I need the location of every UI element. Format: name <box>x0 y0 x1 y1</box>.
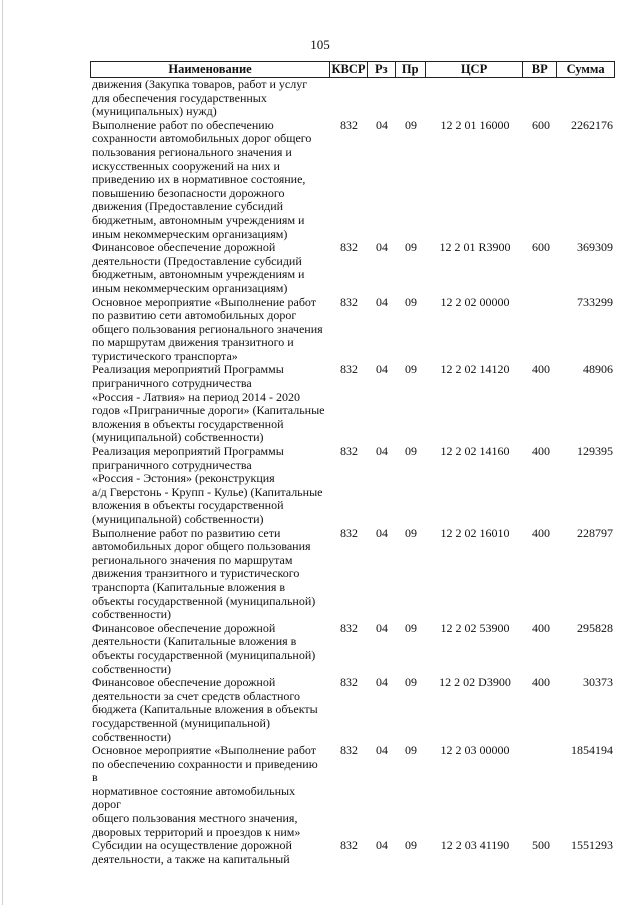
cell-name-line: вложения в объекты государственной <box>92 498 284 513</box>
cell-csr <box>426 78 524 119</box>
cell-sum: 1551293 <box>571 838 613 853</box>
cell-vr: 500 <box>532 838 550 853</box>
cell-pr: 09 <box>405 117 417 132</box>
cell-name-line: регионального значения по маршрутам <box>92 552 293 567</box>
cell-name-line: (муниципальной) собственности) <box>92 512 264 526</box>
table-row <box>90 527 615 622</box>
cell-name-line: Выполнение работ по обеспечению <box>92 117 274 132</box>
cell-sum: 30373 <box>583 675 613 690</box>
cell-csr: 12 2 01 R3900 <box>439 240 511 255</box>
cell-name-line: собственности) <box>92 661 172 676</box>
cell-kvsr: 832 <box>340 838 358 853</box>
cell-sum: 129395 <box>577 444 613 459</box>
cell-pr: 09 <box>405 620 417 635</box>
cell-name-line: движения (Закупка товаров, работ и услуг <box>92 77 308 91</box>
cell-vr: 600 <box>532 240 550 255</box>
cell-name <box>90 527 330 622</box>
cell-name-line: Реализация мероприятий Программы <box>92 444 284 459</box>
cell-rz: 04 <box>376 117 388 132</box>
cell-name <box>90 622 330 676</box>
cell-name-line: Выполнение работ по развитию сети <box>92 525 281 540</box>
cell-kvsr: 832 <box>340 294 358 309</box>
table-row <box>90 445 615 527</box>
cell-name <box>90 119 330 241</box>
cell-kvsr: 832 <box>340 743 358 758</box>
cell-name <box>90 363 330 445</box>
table-row <box>90 241 615 295</box>
cell-pr: 09 <box>405 743 417 758</box>
cell-csr: 12 2 02 D3900 <box>439 675 511 690</box>
page-number: 105 <box>310 37 330 52</box>
cell-sum: 369309 <box>577 240 613 255</box>
cell-name-line: Основное мероприятие «Выполнение работ <box>92 743 317 758</box>
cell-kvsr <box>330 78 368 119</box>
cell-name <box>90 296 330 364</box>
cell-name-line: Финансовое обеспечение дорожной <box>92 240 276 255</box>
table-row <box>90 78 615 119</box>
cell-rz: 04 <box>376 620 388 635</box>
cell-name-line: а/д Гверстонь - Крупп - Кулье) (Капитальные <box>92 484 323 499</box>
cell-name-line: государственной (муниципальной) <box>92 715 270 730</box>
cell-vr: 400 <box>532 675 550 690</box>
cell-name-line: (муниципальной) собственности) <box>92 430 264 445</box>
cell-csr: 12 2 01 16000 <box>440 117 510 132</box>
scan-edge-line <box>2 0 3 905</box>
cell-name-line: движения (Предоставление субсидий <box>92 199 284 214</box>
cell-name-line: по маршрутам движения транзитного и <box>92 335 294 350</box>
cell-pr: 09 <box>405 362 417 377</box>
cell-name-line: годов «Приграничные дороги» (Капитальные <box>92 403 325 418</box>
header-rz: Рз <box>368 62 396 77</box>
cell-name-line: по обеспечению сохранности и приведению в <box>92 756 318 785</box>
cell-name-line: собственности) <box>92 607 172 622</box>
cell-csr: 12 2 02 16010 <box>440 525 510 540</box>
cell-name-line: по развитию сети автомобильных дорог <box>92 308 297 323</box>
cell-name-line: транспорта (Капитальные вложения в <box>92 579 286 594</box>
table-row <box>90 676 615 744</box>
cell-name-line: бюджетным, автономным учреждениям и <box>92 267 305 282</box>
cell-pr: 09 <box>405 240 417 255</box>
cell-csr: 12 2 02 00000 <box>440 294 510 309</box>
table-row <box>90 744 615 839</box>
cell-name <box>90 78 330 119</box>
cell-name-line: иным некоммерческим организациям) <box>92 226 288 241</box>
cell-name-line: объекты государственной (муниципальной) <box>92 647 316 662</box>
cell-pr <box>396 78 426 119</box>
cell-name-line: движения транзитного и туристического <box>92 566 300 581</box>
cell-vr: 600 <box>532 117 550 132</box>
cell-pr: 09 <box>405 294 417 309</box>
cell-name-line: приведению их в нормативное состояние, <box>92 172 306 187</box>
budget-table <box>90 61 615 866</box>
cell-name-line: «Россия - Латвия» на период 2014 - 2020 <box>92 389 300 404</box>
cell-rz: 04 <box>376 240 388 255</box>
cell-name-line: деятельности (Капитальные вложения в <box>92 634 297 649</box>
cell-name-line: Субсидии на осуществление дорожной <box>92 838 292 853</box>
cell-sum: 1854194 <box>571 743 613 758</box>
table-row <box>90 363 615 445</box>
cell-name-line: туристического транспорта» <box>92 348 238 363</box>
table-header <box>90 61 615 78</box>
cell-kvsr: 832 <box>340 117 358 132</box>
cell-csr: 12 2 02 53900 <box>440 620 510 635</box>
cell-name-line: Основное мероприятие «Выполнение работ <box>92 294 317 309</box>
cell-name-line: для обеспечения государственных <box>92 90 267 105</box>
header-csr: ЦСР <box>426 62 524 77</box>
cell-name-line: иным некоммерческим организациям) <box>92 280 288 295</box>
cell-name <box>90 241 330 295</box>
cell-rz: 04 <box>376 444 388 459</box>
cell-rz: 04 <box>376 525 388 540</box>
cell-sum: 48906 <box>583 362 613 377</box>
cell-name-line: вложения в объекты государственной <box>92 416 284 431</box>
cell-name <box>90 445 330 527</box>
cell-name-line: Реализация мероприятий Программы <box>92 362 284 377</box>
cell-name-line: дворовых территорий и проездов к ним» <box>92 824 301 839</box>
cell-csr: 12 2 02 14160 <box>440 444 510 459</box>
cell-name-line: пользования регионального значения и <box>92 144 292 159</box>
header-sum: Сумма <box>566 62 605 76</box>
cell-name-line: Финансовое обеспечение дорожной <box>92 620 276 635</box>
cell-kvsr: 832 <box>340 240 358 255</box>
cell-sum <box>558 78 615 119</box>
cell-vr: 400 <box>532 362 550 377</box>
cell-name-line: нормативное состояние автомобильных дорог <box>92 783 296 812</box>
cell-pr: 09 <box>405 838 417 853</box>
cell-sum: 295828 <box>577 620 613 635</box>
cell-name-line: деятельности (Предоставление субсидий <box>92 253 302 268</box>
header-kvsr: КВСР <box>330 62 368 77</box>
cell-pr: 09 <box>405 675 417 690</box>
cell-name-line: объекты государственной (муниципальной) <box>92 593 316 608</box>
cell-name-line: «Россия - Эстония» (реконструкция <box>92 471 275 486</box>
cell-sum: 2262176 <box>571 117 613 132</box>
cell-vr: 400 <box>532 444 550 459</box>
cell-name-line: деятельности, а также на капитальный <box>92 851 290 866</box>
cell-csr: 12 2 03 41190 <box>440 838 510 853</box>
cell-kvsr: 832 <box>340 362 358 377</box>
cell-sum: 733299 <box>577 294 613 309</box>
cell-name-line: приграничного сотрудничества <box>92 376 252 391</box>
cell-kvsr: 832 <box>340 675 358 690</box>
cell-rz: 04 <box>376 743 388 758</box>
cell-csr: 12 2 03 00000 <box>440 743 510 758</box>
cell-rz <box>368 78 396 119</box>
cell-rz: 04 <box>376 675 388 690</box>
cell-kvsr: 832 <box>340 525 358 540</box>
cell-name-line: общего пользования местного значения, <box>92 811 298 826</box>
cell-name-line: собственности) <box>92 729 172 744</box>
cell-name <box>90 676 330 744</box>
cell-kvsr: 832 <box>340 620 358 635</box>
cell-vr <box>524 744 558 839</box>
cell-name <box>90 839 330 866</box>
cell-name-line: Финансовое обеспечение дорожной <box>92 675 276 690</box>
cell-vr: 400 <box>532 620 550 635</box>
cell-kvsr: 832 <box>340 444 358 459</box>
table-row <box>90 622 615 676</box>
cell-rz: 04 <box>376 838 388 853</box>
cell-pr: 09 <box>405 444 417 459</box>
cell-name <box>90 744 330 839</box>
cell-rz: 04 <box>376 294 388 309</box>
header-pr: Пр <box>396 62 426 77</box>
cell-csr: 12 2 02 14120 <box>440 362 510 377</box>
cell-name-line: приграничного сотрудничества <box>92 457 252 472</box>
table-row <box>90 296 615 364</box>
header-name: Наименование <box>91 62 330 77</box>
cell-vr <box>524 78 558 119</box>
cell-name-line: автомобильных дорог общего пользования <box>92 539 311 554</box>
cell-vr: 400 <box>532 525 550 540</box>
cell-name-line: повышению безопасности дорожного <box>92 185 285 200</box>
cell-rz: 04 <box>376 362 388 377</box>
cell-name-line: общего пользования регионального значения <box>92 321 323 336</box>
table-row <box>90 119 615 241</box>
cell-name-line: (муниципальных) нужд) <box>92 104 217 119</box>
cell-vr <box>524 296 558 364</box>
cell-name-line: искусственных сооружений на них и <box>92 158 280 173</box>
cell-name-line: сохранности автомобильных дорог общего <box>92 131 312 146</box>
cell-pr: 09 <box>405 525 417 540</box>
table-body <box>90 78 615 866</box>
header-vr: ВР <box>523 62 557 77</box>
cell-name-line: бюджетным, автономным учреждениям и <box>92 212 305 227</box>
cell-name-line: деятельности за счет средств областного <box>92 688 301 703</box>
table-row <box>90 839 615 866</box>
cell-sum: 228797 <box>577 525 613 540</box>
cell-name-line: бюджета (Капитальные вложения в объекты <box>92 702 318 717</box>
